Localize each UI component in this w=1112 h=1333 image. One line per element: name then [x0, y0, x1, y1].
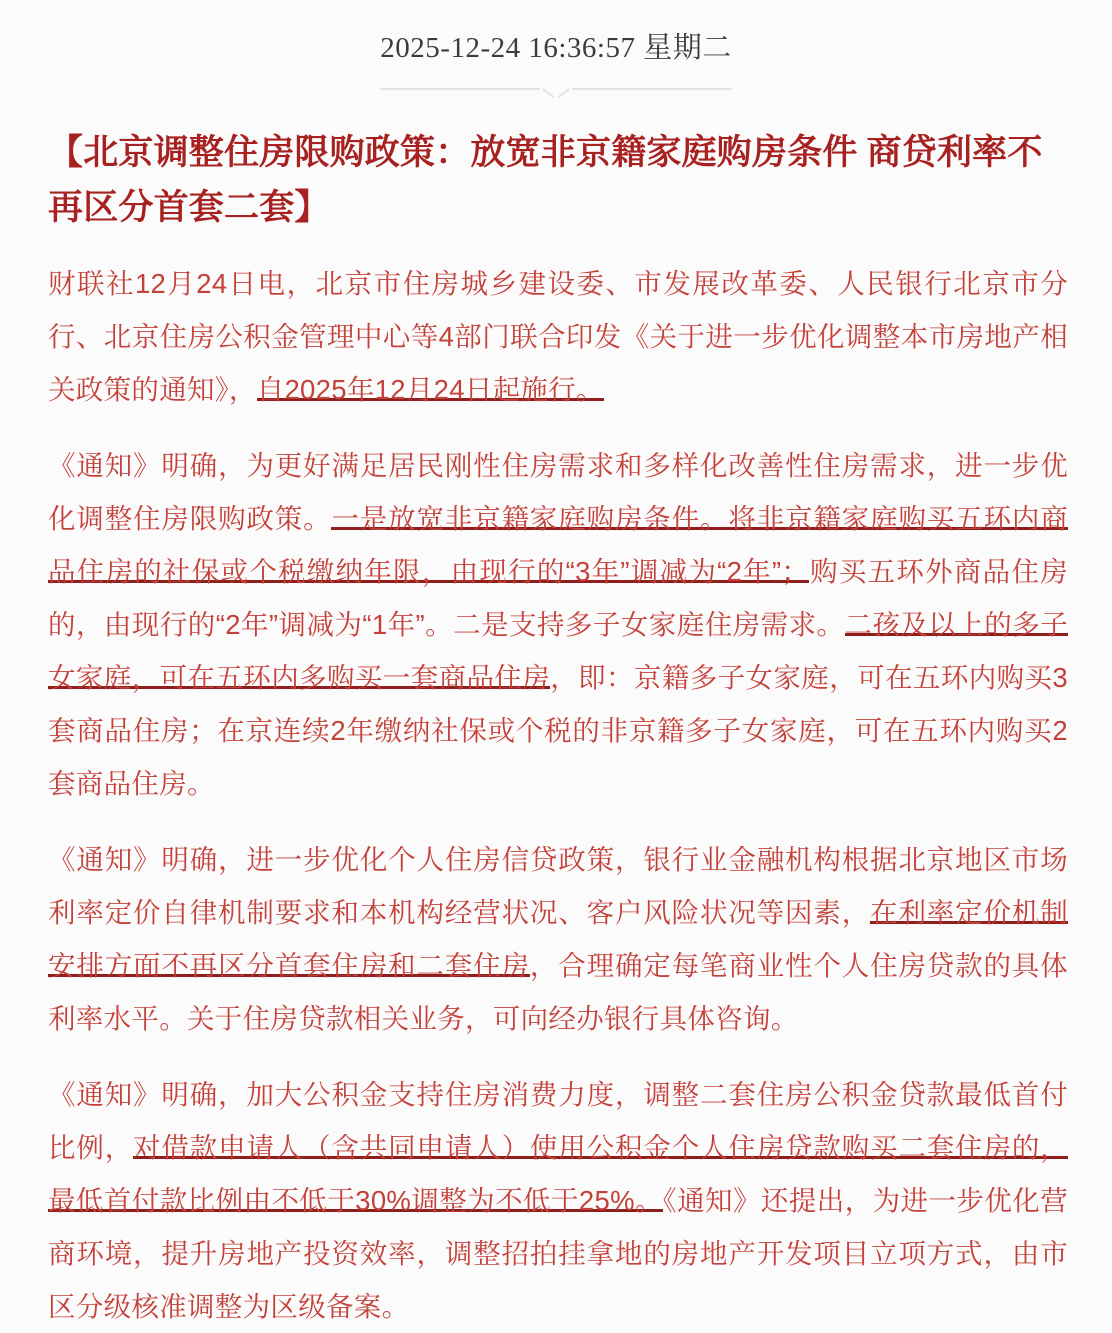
article-paragraph: [48, 1068, 1068, 1333]
paragraph-list: [48, 257, 1068, 1333]
body-text: 《通知》明确，进一步优化个人住房信贷政策，银行业金融机构根据北京地区市场利率定价自律机制要求和本机构经营状况、客户风险状况等因素，: [48, 844, 1068, 928]
page-header: [0, 0, 1112, 101]
highlighted-text: 二孩及以上的多子女家庭，可在五环内多购买一套商品住房: [48, 609, 1068, 693]
article-paragraph: [48, 257, 1068, 416]
divider-line-right: [572, 88, 732, 90]
highlighted-text: 将非京籍家庭购买五环内商品住房的社保或个税缴纳年限，由现行的“3年”调减为“2年”；: [48, 503, 1068, 587]
chevron-down-icon: [545, 85, 567, 97]
article-paragraph: [48, 833, 1068, 1045]
divider-line-left: [380, 88, 540, 90]
highlighted-text: 自2025年12月24日起施行。: [256, 374, 604, 405]
header-divider: [380, 85, 732, 101]
body-text: 《通知》明确，加大公积金支持住房消费力度，调整二套住房公积金贷款最低首付比例，: [48, 1079, 1068, 1163]
body-text: 财联社12月24日电，北京市住房城乡建设委、市发展改革委、人民银行北京市分行、北京住房公积金管理中心等4部门联合印发《关于进一步优化调整本市房地产相关政策的通知》，: [48, 268, 1068, 405]
timestamp-label: 2025-12-24 16:36:57 星期二: [380, 32, 732, 64]
highlighted-text: 在利率定价机制安排方面不再区分首套住房和二套住房: [48, 897, 1068, 981]
article-body: [0, 101, 1112, 1333]
body-text: 《通知》明确，为更好满足居民刚性住房需求和多样化改善性住房需求，进一步优化调整住房限购政策。: [48, 450, 1068, 534]
highlighted-text: 对借款申请人（含共同申请人）使用公积金个人住房贷款购买二套住房的，最低首付款比例由不低于30%调整为不低于25%。: [48, 1132, 1068, 1216]
body-text: 《通知》还提出，为进一步优化营商环境，提升房地产投资效率，调整招拍挂拿地的房地产开发项目立项方式，由市区分级核准调整为区级备案。: [48, 1185, 1069, 1322]
body-text: 购买五环外商品住房的，由现行的“2年”调减为“1年”。二是支持多子女家庭住房需求。: [48, 556, 1069, 640]
body-text: ，合理确定每笔商业性个人住房贷款的具体利率水平。关于住房贷款相关业务，可向经办银行具体咨询。: [48, 950, 1068, 1034]
article-paragraph: [48, 439, 1068, 810]
body-text: ，即：京籍多子女家庭，可在五环内购买3套商品住房；在京连续2年缴纳社保或个税的非京籍多子女家庭，可在五环内购买2套商品住房。: [48, 662, 1068, 799]
highlighted-text: 一是放宽非京籍家庭购房条件。: [331, 503, 729, 534]
page-title: 【北京调整住房限购政策：放宽非京籍家庭购房条件 商贷利率不再区分首套二套】: [48, 133, 1043, 227]
